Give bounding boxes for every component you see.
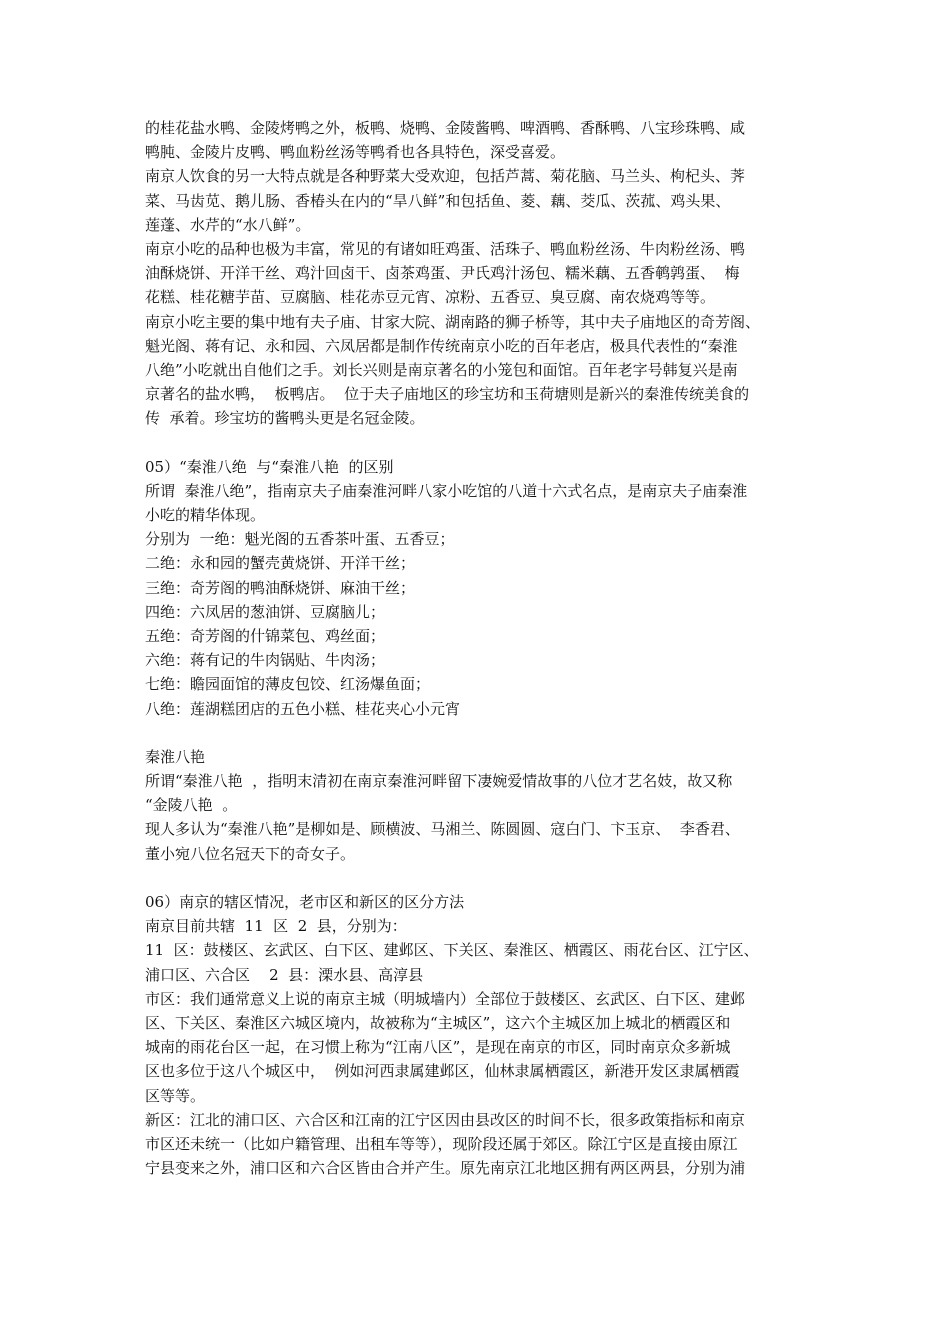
- text-line: 市区：我们通常意义上说的南京主城（明城墙内）全部位于鼓楼区、玄武区、白下区、建邺: [145, 989, 746, 1008]
- text-line: 六绝：蒋有记的牛肉锅贴、牛肉汤；: [145, 651, 386, 670]
- blank-line: [145, 721, 813, 745]
- blank-line: [145, 866, 813, 890]
- text-line: 南京小吃的品种也极为丰富，常见的有诸如旺鸡蛋、活珠子、鸭血粉丝汤、牛肉粉丝汤、鸭: [145, 239, 746, 258]
- text-line: 五绝：奇芳阁的什锦菜包、鸡丝面；: [145, 626, 386, 645]
- text-line: 11 区：鼓楼区、玄武区、白下区、建邺区、下关区、秦淮区、栖霞区、雨花台区、江宁区、: [145, 941, 759, 960]
- text-line: 魁光阁、蒋有记、永和园、六凤居都是制作传统南京小吃的百年老店，极具代表性的“秦淮: [145, 336, 738, 355]
- text-line: 区、下关区、秦淮区六城区境内，故被称为“主城区”，这六个主城区加上城北的栖霞区和: [145, 1013, 731, 1032]
- text-line: 董小宛八位名冠天下的奇女子。: [145, 844, 356, 863]
- text-line: 新区：江北的浦口区、六合区和江南的江宁区因由县改区的时间不长，很多政策指标和南京: [145, 1110, 746, 1129]
- text-line: 鸭肫、金陵片皮鸭、鸭血粉丝汤等鸭肴也各具特色，深受喜爱。: [145, 143, 566, 162]
- text-line: 小吃的精华体现。: [145, 506, 266, 524]
- text-line: 南京人饮食的另一大特点就是各种野菜大受欢迎，包括芦蒿、菊花脑、马兰头、枸杞头、荠: [145, 167, 746, 186]
- text-line: 城南的雨花台区一起，在习惯上称为“江南八区”，是现在南京的市区，同时南京众多新城: [145, 1038, 731, 1057]
- text-line: 市区还未统一（比如户籍管理、出租车等等），现阶段还属于郊区。除江宁区是直接由原江: [145, 1134, 738, 1153]
- text-line: 七绝：瞻园面馆的薄皮包饺、红汤爆鱼面；: [145, 675, 431, 694]
- text-line: 分别为 一绝：魁光阁的五香茶叶蛋、五香豆；: [145, 530, 455, 549]
- text-line: 八绝：莲湖糕团店的五色小糕、桂花夹心小元宵: [145, 699, 461, 718]
- text-line: 菜、马齿苋、鹅儿肠、香椿头在内的“旱八鲜”和包括鱼、菱、藕、茭瓜、茨菰、鸡头果、: [145, 191, 731, 210]
- text-line: 三绝：奇芳阁的鸭油酥烧饼、麻油干丝；: [145, 578, 416, 597]
- text-line: 传 承着。珍宝坊的酱鸭头更是名冠金陵。: [145, 409, 425, 428]
- text-line: 区也多位于这八个城区中， 例如河西隶属建邺区，仙林隶属栖霞区，新港开发区隶属栖霞: [145, 1062, 740, 1081]
- text-line: 八绝”小吃就出自他们之手。刘长兴则是南京著名的小笼包和面馆。百年老字号韩复兴是南: [145, 360, 738, 379]
- text-line: 二绝：永和园的蟹壳黄烧饼、开洋干丝；: [145, 554, 416, 573]
- text-line: 油酥烧饼、开洋干丝、鸡汁回卤干、卤茶鸡蛋、尹氏鸡汁汤包、糯米藕、五香鹌鹑蛋、 梅: [145, 264, 740, 283]
- blank-line: [145, 430, 813, 454]
- text-line: 05）“秦淮八绝 与“秦淮八艳 的区别: [145, 457, 394, 476]
- text-line: 的桂花盐水鸭、金陵烤鸭之外，板鸭、烧鸭、金陵酱鸭、啤酒鸭、香酥鸭、八宝珍珠鸭、咸: [145, 119, 746, 137]
- text-line: 秦淮八艳: [145, 747, 206, 766]
- document-body: [145, 116, 813, 1180]
- text-line: 所谓“秦淮八艳 ，指明末清初在南京秦淮河畔留下凄婉爱情故事的八位才艺名妓，故又称: [145, 772, 733, 791]
- text-line: 京著名的盐水鸭， 板鸭店。 位于夫子庙地区的珍宝坊和玉荷塘则是新兴的秦淮传统美食的: [145, 385, 750, 404]
- text-line: 莲蓬、水芹的“水八鲜”。: [145, 215, 311, 234]
- text-line: 花糕、桂花糖芋苗、豆腐脑、桂花赤豆元宵、凉粉、五香豆、臭豆腐、南农烧鸡等等。: [145, 288, 716, 307]
- text-line: 宁县变来之外，浦口区和六合区皆由合并产生。原先南京江北地区拥有两区两县，分别为浦: [145, 1159, 746, 1178]
- text-line: 区等等。: [145, 1086, 206, 1105]
- text-line: 南京目前共辖 11 区 2 县，分别为：: [145, 917, 407, 936]
- text-line: 06）南京的辖区情况，老市区和新区的区分方法: [145, 893, 465, 911]
- text-line: “金陵八艳 。: [145, 796, 238, 815]
- text-line: 浦口区、六合区 2 县：溧水县、高淳县: [145, 965, 424, 984]
- text-line: 南京小吃主要的集中地有夫子庙、甘家大院、湖南路的狮子桥等，其中夫子庙地区的奇芳阁、: [145, 312, 761, 331]
- text-line: 所谓 秦淮八绝”，指南京夫子庙秦淮河畔八家小吃馆的八道十六式名点，是南京夫子庙秦淮: [145, 481, 748, 500]
- text-line: 现人多认为“秦淮八艳”是柳如是、顾横波、马湘兰、陈圆圆、寇白门、卞玉京、 李香君、: [145, 820, 740, 839]
- text-line: 四绝：六凤居的葱油饼、豆腐脑儿；: [145, 602, 386, 621]
